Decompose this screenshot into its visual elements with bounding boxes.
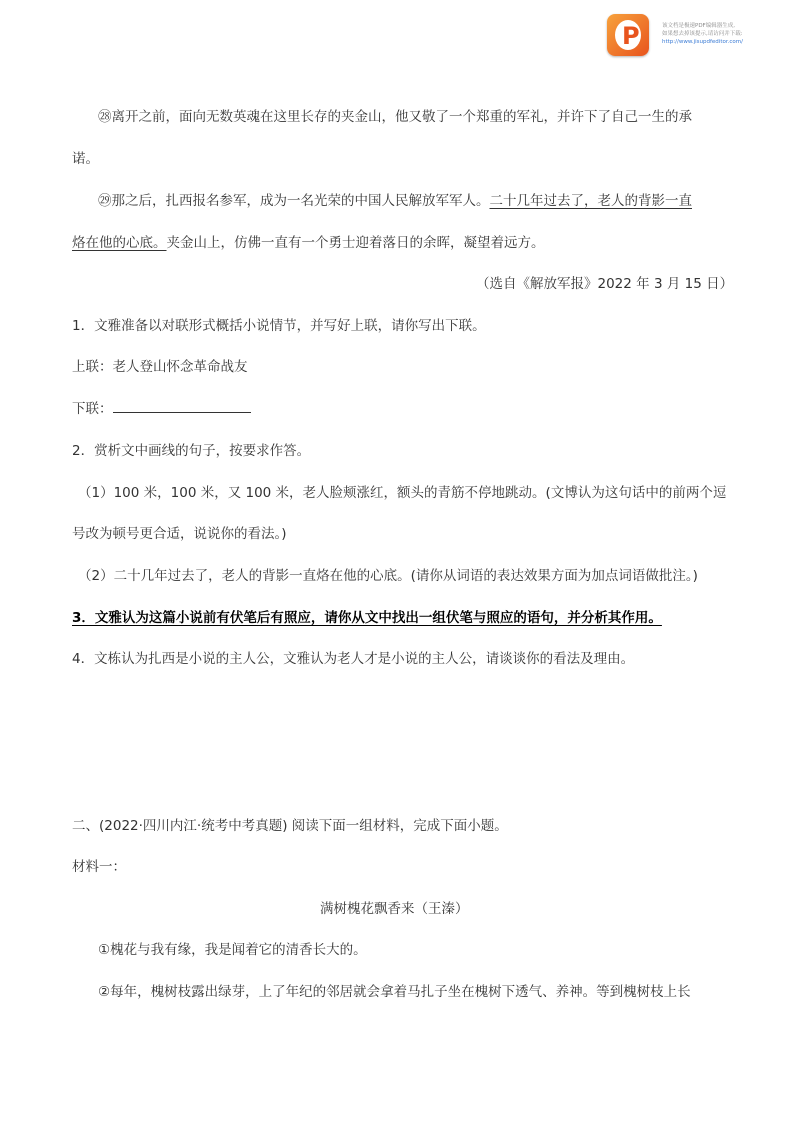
underlined-sentence-part2: 烙在他的心底。 — [72, 235, 167, 251]
question-3: 3．文雅认为这篇小说前有伏笔后有照应，请你从文中找出一组伏笔与照应的语句，并分析其作用。 — [72, 610, 662, 626]
paragraph-28: ㉘离开之前，面向无数英魂在这里长存的夹金山，他又敬了一个郑重的军礼，并许下了自己一生的承 — [98, 109, 692, 125]
watermark-link[interactable]: http://www.jisupdfeditor.com/ — [662, 39, 743, 45]
watermark-line-2: 如果想去掉该提示,请访问并下载: — [662, 31, 743, 37]
underlined-sentence-part1: 二十几年过去了，老人的背影一直 — [489, 193, 692, 209]
answer-blank[interactable] — [113, 398, 251, 413]
question-2-2: （2）二十几年过去了，老人的背影一直烙在他的心底。(请你从词语的表达效果方面为加点词语做批注。) — [78, 568, 698, 584]
logo-p-letter: P — [622, 22, 640, 50]
paragraph-29-text-end: 夹金山上，仿佛一直有一个勇士迎着落日的余晖，凝望着远方。 — [166, 235, 545, 251]
watermark-line-1: 该文档是极速PDF编辑器生成, — [662, 23, 735, 29]
lower-couplet-label: 下联： — [72, 401, 113, 417]
paragraph-29-line2 — [72, 233, 545, 253]
pdf-editor-logo — [607, 14, 649, 56]
material-1-label: 材料一： — [72, 859, 126, 875]
source-citation: （选自《解放军报》2022 年 3 月 15 日） — [476, 276, 734, 292]
article-title: 满树槐花飘香来（王溱） — [320, 901, 469, 917]
question-4: 4．文栋认为扎西是小说的主人公，文雅认为老人才是小说的主人公，请谈谈你的看法及理由。 — [72, 651, 635, 667]
paragraph-29-text: ㉙那之后，扎西报名参军，成为一名光荣的中国人民解放军军人。 — [98, 193, 490, 209]
paragraph-28-cont: 诺。 — [72, 151, 99, 167]
question-2-1-cont: 号改为顿号更合适，说说你的看法。) — [72, 526, 287, 542]
paragraph-29-line1 — [98, 191, 692, 211]
article-paragraph-2: ②每年，槐树枝露出绿芽，上了年纪的邻居就会拿着马扎子坐在槐树下透气、养神。等到槐树枝上长 — [98, 984, 691, 1000]
question-1-lower-couplet — [72, 398, 251, 419]
question-2: 2．赏析文中画线的句子，按要求作答。 — [72, 443, 311, 459]
section-2-heading: 二、(2022·四川内江·统考中考真题) 阅读下面一组材料，完成下面小题。 — [72, 818, 508, 834]
question-1-upper-couplet: 上联：老人登山怀念革命战友 — [72, 359, 248, 375]
question-1: 1．文雅准备以对联形式概括小说情节，并写好上联，请你写出下联。 — [72, 318, 486, 334]
question-2-1: （1）100 米，100 米，又 100 米，老人脸颊涨红，额头的青筋不停地跳动。(文博认为这句话中的前两个逗 — [78, 485, 727, 501]
article-paragraph-1: ①槐花与我有缘，我是闻着它的清香长大的。 — [98, 942, 367, 958]
